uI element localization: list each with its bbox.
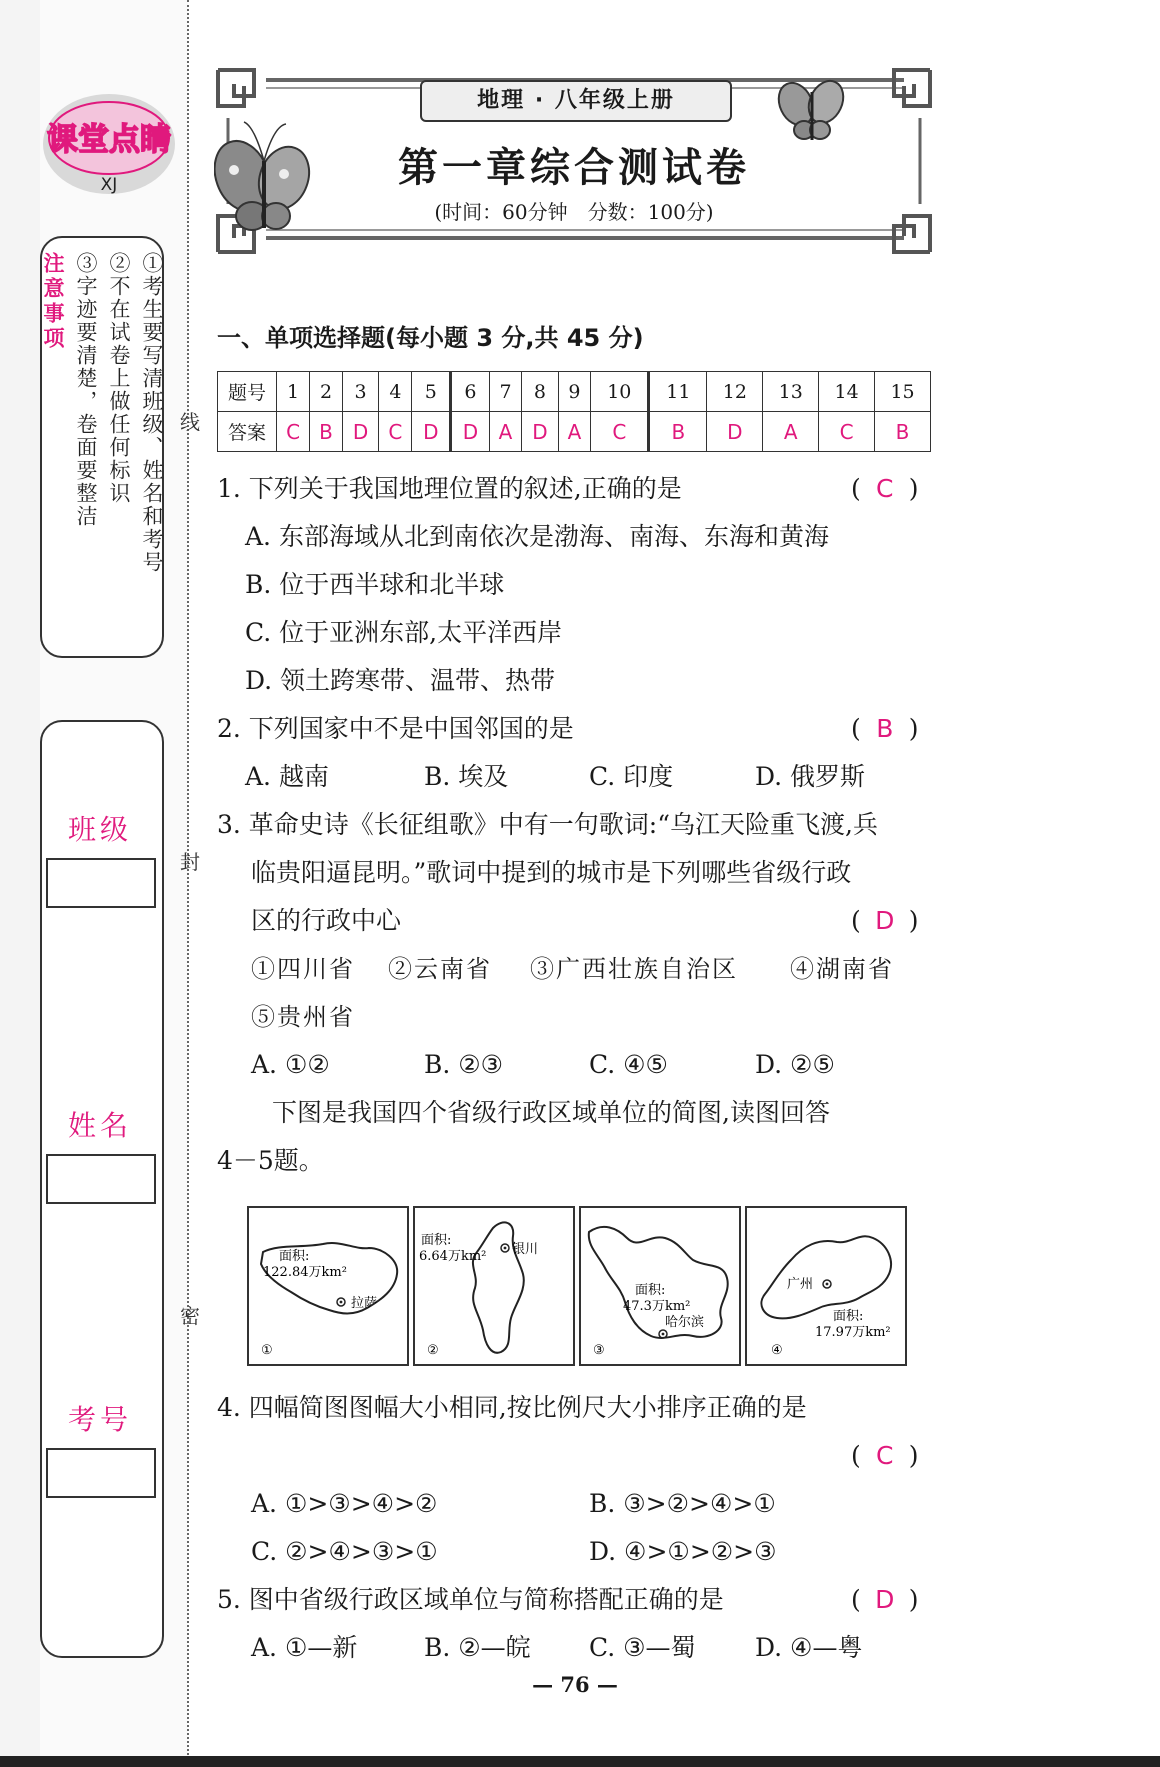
question-3-item-2: ②云南省 bbox=[388, 955, 492, 983]
question-4-answer-slot bbox=[851, 1432, 919, 1480]
row-label-number: 题号 bbox=[218, 372, 277, 412]
question-5-answer: D bbox=[875, 1585, 895, 1614]
map-3-city: 哈尔滨 bbox=[665, 1315, 705, 1330]
question-3-stem-line-1: 3. 革命史诗《长征组歌》中有一句歌词:“乌江天险重飞渡,兵 bbox=[217, 810, 878, 839]
question-3-item-1: ①四川省 bbox=[251, 955, 355, 983]
question-2-option-d: D. 俄罗斯 bbox=[755, 762, 866, 791]
question-5-option-c: C. ③—蜀 bbox=[589, 1633, 696, 1662]
question-5-stem: 5. 图中省级行政区域单位与简称搭配正确的是 bbox=[217, 1585, 724, 1614]
question-3-item-3: ③广西壮族自治区 bbox=[530, 955, 738, 983]
question-3-option-c: C. ④⑤ bbox=[589, 1050, 668, 1079]
cut-mark-mi: 密 bbox=[180, 1304, 200, 1328]
exam-number-label: 考号 bbox=[67, 1403, 132, 1436]
logo-text: 课堂点睛 bbox=[47, 122, 171, 158]
question-1-answer: C bbox=[876, 474, 894, 503]
question-5-answer-slot bbox=[851, 1576, 919, 1624]
map-3-area-label: 面积: bbox=[635, 1283, 666, 1298]
cut-mark-xian: 线 bbox=[180, 410, 200, 434]
butterfly-icon-right bbox=[772, 75, 850, 140]
paren-close: ) bbox=[908, 906, 919, 935]
guangdong-outline bbox=[761, 1236, 891, 1318]
table-row-answers bbox=[218, 412, 931, 452]
map-1-city: 拉萨 bbox=[351, 1296, 378, 1311]
question-4-option-d: D. ④>①>②>③ bbox=[589, 1537, 777, 1566]
subject-tab: 地理 · 八年级上册 bbox=[420, 80, 732, 122]
question-4-stem: 4. 四幅简图图幅大小相同,按比例尺大小排序正确的是 bbox=[217, 1393, 807, 1422]
question-3-answer: D bbox=[875, 906, 895, 935]
answer-cell: B bbox=[310, 412, 343, 452]
table-cell: 5 bbox=[412, 372, 451, 412]
left-strip bbox=[0, 0, 40, 1767]
table-cell: 7 bbox=[489, 372, 522, 412]
question-1-option-c: C. 位于亚洲东部,太平洋西岸 bbox=[245, 618, 563, 647]
map-4-area: 17.97万km² bbox=[815, 1325, 891, 1340]
answer-cell: A bbox=[489, 412, 522, 452]
question-2-answer-slot bbox=[851, 705, 919, 753]
corner-ornament-tl bbox=[218, 70, 254, 106]
question-1-stem: 1. 下列关于我国地理位置的叙述,正确的是 bbox=[217, 474, 682, 503]
section-title: 一、单项选择题(每小题 3 分,共 45 分) bbox=[217, 324, 644, 352]
series-logo bbox=[40, 92, 178, 196]
class-field[interactable] bbox=[46, 858, 156, 908]
map-tibet bbox=[247, 1206, 409, 1366]
page-number: — 76 — bbox=[532, 1672, 618, 1697]
answer-cell: C bbox=[379, 412, 412, 452]
answer-cell: C bbox=[591, 412, 649, 452]
exam-info: (时间：60分钟 分数：100分) bbox=[434, 200, 714, 224]
map-1-area-label: 面积: bbox=[279, 1249, 310, 1264]
cut-mark-feng: 封 bbox=[180, 850, 200, 874]
intro-line-1: 下图是我国四个省级行政区域单位的简图,读图回答 bbox=[272, 1098, 830, 1127]
paren-close: ) bbox=[908, 714, 919, 743]
exam-number-field[interactable] bbox=[46, 1448, 156, 1498]
map-1-area: 122.84万km² bbox=[263, 1265, 347, 1280]
question-5-option-b: B. ②—皖 bbox=[424, 1633, 531, 1662]
answer-cell: D bbox=[342, 412, 378, 452]
name-field[interactable] bbox=[46, 1154, 156, 1204]
paren-open: ( bbox=[851, 474, 861, 503]
note-1: ①考生要写清班级、姓名和考号 bbox=[140, 252, 164, 574]
paper-title: 第一章综合测试卷 bbox=[398, 144, 750, 191]
map-2-number: ② bbox=[427, 1343, 439, 1358]
note-3: ③字迹要清楚，卷面要整洁 bbox=[74, 252, 98, 528]
table-cell: 1 bbox=[277, 372, 310, 412]
paren-open: ( bbox=[851, 714, 861, 743]
answer-cell: A bbox=[558, 412, 591, 452]
question-5-option-a: A. ①—新 bbox=[251, 1633, 358, 1662]
question-1-option-b: B. 位于西半球和北半球 bbox=[245, 570, 505, 599]
table-cell: 2 bbox=[310, 372, 343, 412]
question-3-item-4: ④湖南省 bbox=[790, 955, 894, 983]
map-4-number: ④ bbox=[771, 1343, 783, 1358]
answer-cell: D bbox=[451, 412, 490, 452]
map-3-number: ③ bbox=[593, 1343, 605, 1358]
paren-open: ( bbox=[851, 1441, 861, 1470]
paren-open: ( bbox=[851, 1585, 861, 1614]
table-cell: 3 bbox=[342, 372, 378, 412]
question-1-option-a: A. 东部海域从北到南依次是渤海、南海、东海和黄海 bbox=[245, 522, 829, 551]
answer-cell: C bbox=[819, 412, 875, 452]
table-cell: 9 bbox=[558, 372, 591, 412]
question-3-option-b: B. ②③ bbox=[424, 1050, 504, 1079]
answer-cell: D bbox=[522, 412, 558, 452]
table-cell: 11 bbox=[649, 372, 707, 412]
question-4-option-b: B. ③>②>④>① bbox=[589, 1489, 776, 1518]
question-3-option-a: A. ①② bbox=[251, 1050, 330, 1079]
answer-cell: B bbox=[649, 412, 707, 452]
question-3-answer-slot bbox=[851, 897, 919, 945]
table-row-numbers bbox=[218, 372, 931, 412]
paren-open: ( bbox=[851, 906, 861, 935]
notes-title: 注意事项 bbox=[41, 252, 65, 352]
row-label-answer: 答案 bbox=[218, 412, 277, 452]
table-cell: 10 bbox=[591, 372, 649, 412]
paren-close: ) bbox=[908, 474, 919, 503]
answer-cell: A bbox=[763, 412, 819, 452]
table-cell: 6 bbox=[451, 372, 490, 412]
question-1-answer-slot bbox=[851, 465, 919, 513]
notes-content bbox=[41, 252, 164, 642]
map-heilongjiang bbox=[579, 1206, 741, 1366]
answer-cell: C bbox=[277, 412, 310, 452]
question-2-option-a: A. 越南 bbox=[245, 762, 329, 791]
map-4-city: 广州 bbox=[787, 1277, 814, 1292]
table-cell: 13 bbox=[763, 372, 819, 412]
question-3-item-5: ⑤贵州省 bbox=[251, 1003, 355, 1031]
name-label: 姓名 bbox=[67, 1109, 132, 1142]
table-cell: 8 bbox=[522, 372, 558, 412]
answer-table bbox=[217, 371, 931, 452]
bottom-bar bbox=[0, 1756, 1160, 1767]
question-3-option-d: D. ②⑤ bbox=[755, 1050, 835, 1079]
question-4-answer: C bbox=[876, 1441, 894, 1470]
question-3-stem-line-2: 临贵阳逼昆明。”歌词中提到的城市是下列哪些省级行政 bbox=[251, 858, 852, 887]
cut-line bbox=[187, 0, 189, 1767]
question-4-option-c: C. ②>④>③>① bbox=[251, 1537, 438, 1566]
note-2: ②不在试卷上做任何标识 bbox=[107, 252, 131, 505]
intro-line-2: 4－5题。 bbox=[217, 1146, 324, 1175]
map-2-area-label: 面积: bbox=[421, 1233, 452, 1248]
answer-cell: D bbox=[707, 412, 763, 452]
logo-subtext: XJ bbox=[100, 175, 118, 195]
table-cell: 15 bbox=[875, 372, 931, 412]
question-2-answer: B bbox=[876, 714, 894, 743]
class-label: 班级 bbox=[67, 813, 132, 846]
answer-cell: D bbox=[412, 412, 451, 452]
map-1-number: ① bbox=[261, 1343, 273, 1358]
question-5-option-d: D. ④—粤 bbox=[755, 1633, 863, 1662]
question-1-option-d: D. 领土跨寒带、温带、热带 bbox=[245, 666, 556, 695]
question-2-stem: 2. 下列国家中不是中国邻国的是 bbox=[217, 714, 574, 743]
answer-cell: B bbox=[875, 412, 931, 452]
map-2-area: 6.64万km² bbox=[419, 1249, 487, 1264]
table-cell: 12 bbox=[707, 372, 763, 412]
table-cell: 14 bbox=[819, 372, 875, 412]
paren-close: ) bbox=[908, 1585, 919, 1614]
question-4-option-a: A. ①>③>④>② bbox=[251, 1489, 438, 1518]
map-guangdong bbox=[745, 1206, 907, 1366]
map-2-city: 银川 bbox=[512, 1242, 539, 1257]
map-3-area: 47.3万km² bbox=[623, 1299, 691, 1314]
question-3-stem-line-3: 区的行政中心 bbox=[251, 906, 402, 935]
map-ningxia bbox=[413, 1206, 575, 1366]
table-cell: 4 bbox=[379, 372, 412, 412]
map-4-area-label: 面积: bbox=[833, 1309, 864, 1324]
question-2-option-c: C. 印度 bbox=[589, 762, 674, 791]
paren-close: ) bbox=[908, 1441, 919, 1470]
question-2-option-b: B. 埃及 bbox=[424, 762, 509, 791]
